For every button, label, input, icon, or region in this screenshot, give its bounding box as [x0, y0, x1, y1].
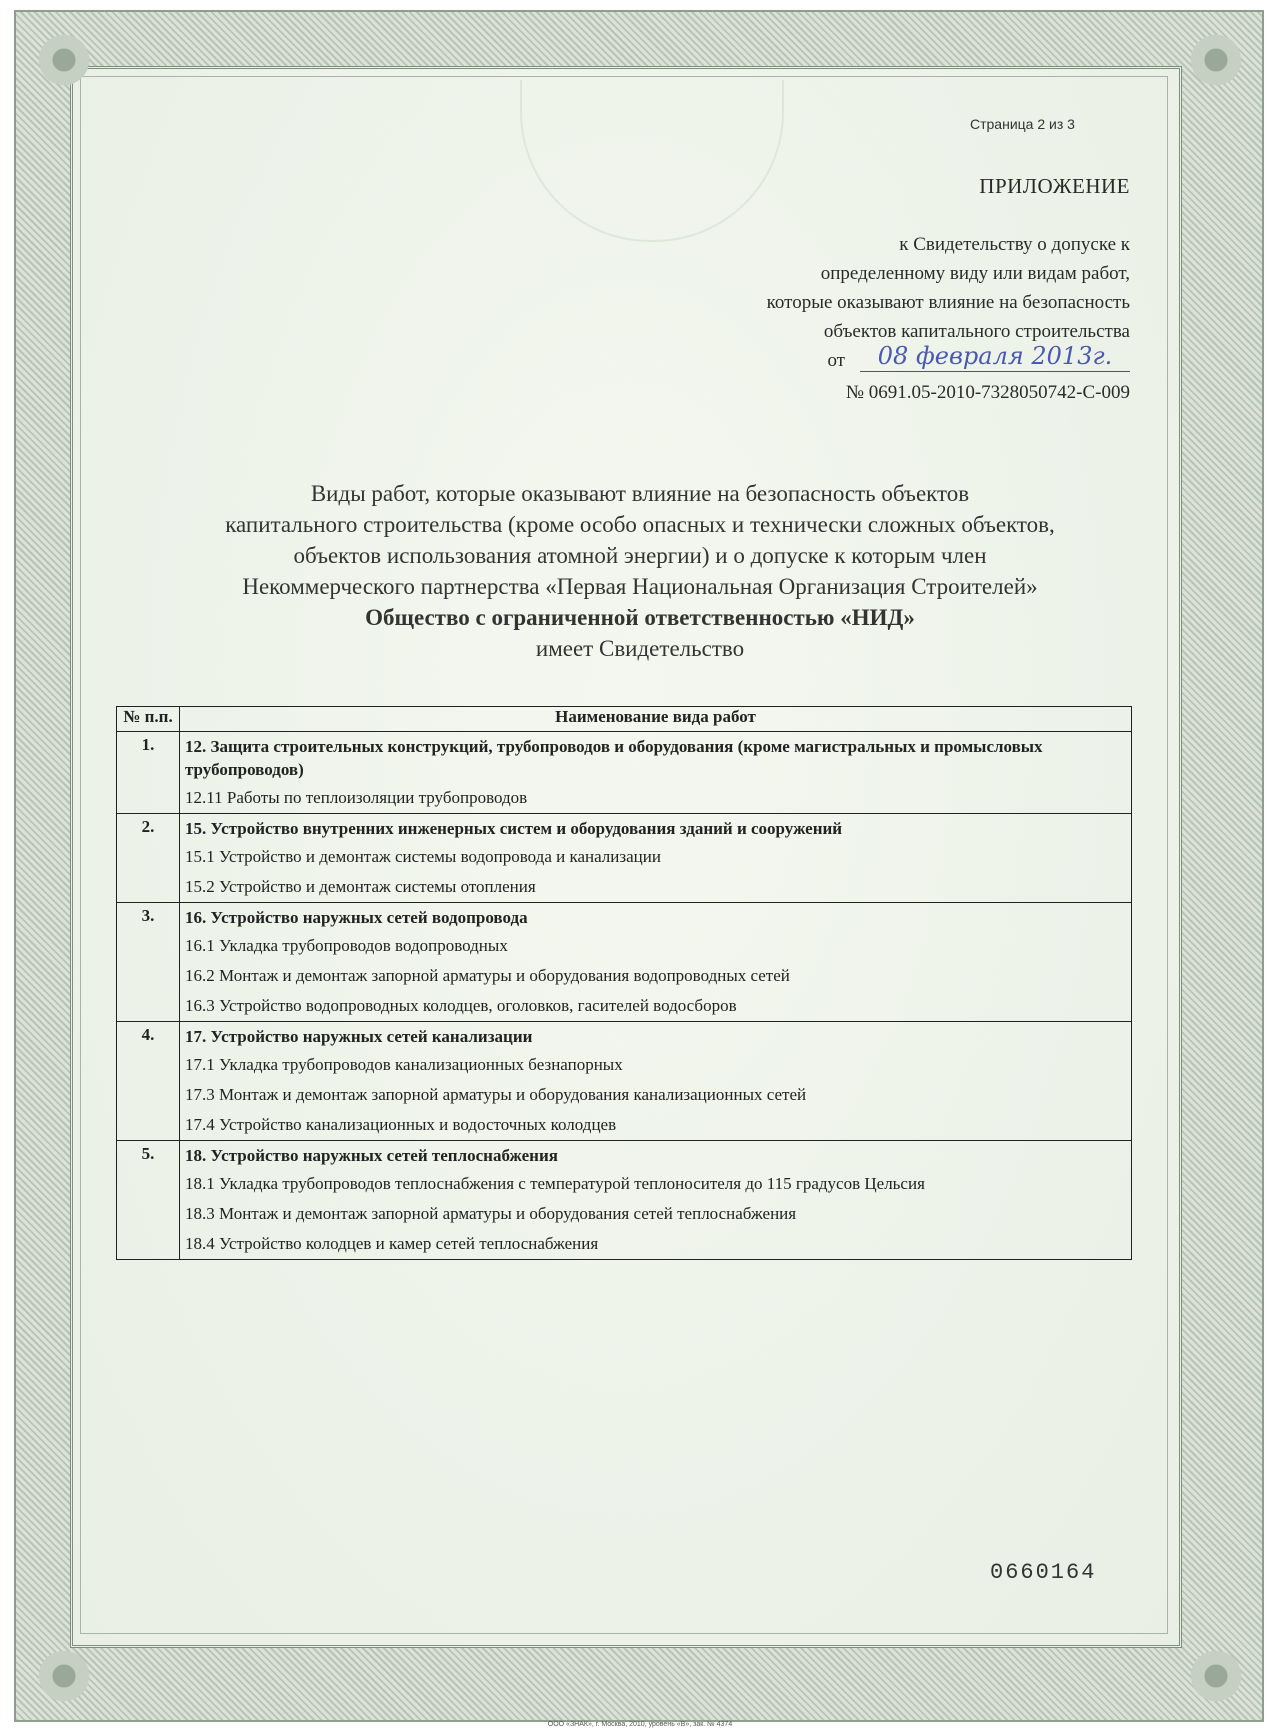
table-row [117, 814, 1132, 903]
title-line: Виды работ, которые оказывают влияние на безопасность объектов [310, 481, 970, 506]
works-table [116, 706, 1132, 1260]
work-group-title: 12. Защита строительных конструкций, трубопроводов и оборудования (кроме магистральных и промысловых трубопроводов) [185, 737, 1043, 779]
row-number: 3. [117, 903, 180, 1022]
title-line: капитального строительства (кроме особо опасных и технически сложных объектов, [225, 512, 1055, 537]
work-item: 12.11 Работы по теплоизоляции трубопроводов [185, 788, 528, 807]
reference-line: объектов капитального строительства [823, 321, 1130, 342]
corner-ornament [20, 1632, 108, 1720]
corner-ornament [1172, 1632, 1260, 1720]
work-item: 16.2 Монтаж и демонтаж запорной арматуры и оборудования водопроводных сетей [185, 966, 790, 985]
work-item: 18.4 Устройство колодцев и камер сетей теплоснабжения [185, 1234, 599, 1253]
reference-line: определенному виду или видам работ, [820, 263, 1130, 284]
work-group-title: 15. Устройство внутренних инженерных систем и оборудования зданий и сооружений [185, 819, 843, 838]
work-group [180, 732, 1132, 814]
work-group [180, 814, 1132, 903]
certificate-number: № 0691.05-2010-7328050742-С-009 [845, 382, 1130, 403]
table-row [117, 1022, 1132, 1141]
work-item: 15.1 Устройство и демонтаж системы водопровода и канализации [185, 847, 661, 866]
work-item: 16.1 Укладка трубопроводов водопроводных [185, 936, 508, 955]
table-row [117, 1141, 1132, 1260]
title-line: Некоммерческого партнерства «Первая Национальная Организация Строителей» [242, 574, 1038, 599]
work-group [180, 1022, 1132, 1141]
date-line [610, 342, 1130, 378]
table-row [117, 903, 1132, 1022]
printer-imprint: ООО «ЗНАК», г. Москва, 2010, уровень «В», зак. № 4374 [547, 1721, 733, 1728]
row-number: 4. [117, 1022, 180, 1141]
work-group-title: 18. Устройство наружных сетей теплоснабжения [185, 1146, 558, 1165]
page-number: Страница 2 из 3 [970, 116, 1075, 132]
row-number: 1. [117, 732, 180, 814]
serial-number: 0660164 [990, 1560, 1097, 1585]
reference-line: которые оказывают влияние на безопасность [766, 292, 1130, 313]
work-item: 15.2 Устройство и демонтаж системы отопления [185, 877, 536, 896]
corner-ornament [1172, 16, 1260, 104]
work-item: 17.3 Монтаж и демонтаж запорной арматуры и оборудования канализационных сетей [185, 1085, 807, 1104]
date-prefix: от [827, 350, 845, 371]
table-header-row [117, 707, 1132, 732]
work-group [180, 1141, 1132, 1260]
table-row [117, 732, 1132, 814]
company-name: Общество с ограниченной ответственностью «НИД» [365, 605, 915, 630]
work-item: 18.3 Монтаж и демонтаж запорной арматуры и оборудования сетей теплоснабжения [185, 1204, 797, 1223]
corner-ornament [20, 16, 108, 104]
title-tail: имеет Свидетельство [535, 636, 745, 661]
row-number: 2. [117, 814, 180, 903]
certificate-reference [610, 230, 1130, 407]
appendix-heading: ПРИЛОЖЕНИЕ [979, 174, 1130, 198]
work-item: 16.3 Устройство водопроводных колодцев, оголовков, гасителей водосборов [185, 996, 737, 1015]
work-item: 17.4 Устройство канализационных и водосточных колодцев [185, 1115, 617, 1134]
column-header-name: Наименование вида работ [180, 707, 1132, 732]
title-line: объектов использования атомной энергии) и о допуске к которым член [293, 543, 987, 568]
column-header-number: № п.п. [117, 707, 180, 732]
work-group [180, 903, 1132, 1022]
reference-line: к Свидетельству о допуске к [899, 234, 1130, 255]
work-group-title: 16. Устройство наружных сетей водопровода [185, 908, 528, 927]
handwritten-date: 08 февраля 2013г. [860, 342, 1130, 372]
work-item: 18.1 Укладка трубопроводов теплоснабжения с температурой теплоносителя до 115 градусов Цельсия [185, 1174, 925, 1193]
work-item: 17.1 Укладка трубопроводов канализационных безнапорных [185, 1055, 623, 1074]
work-group-title: 17. Устройство наружных сетей канализации [185, 1027, 533, 1046]
document-title [100, 478, 1180, 664]
row-number: 5. [117, 1141, 180, 1260]
